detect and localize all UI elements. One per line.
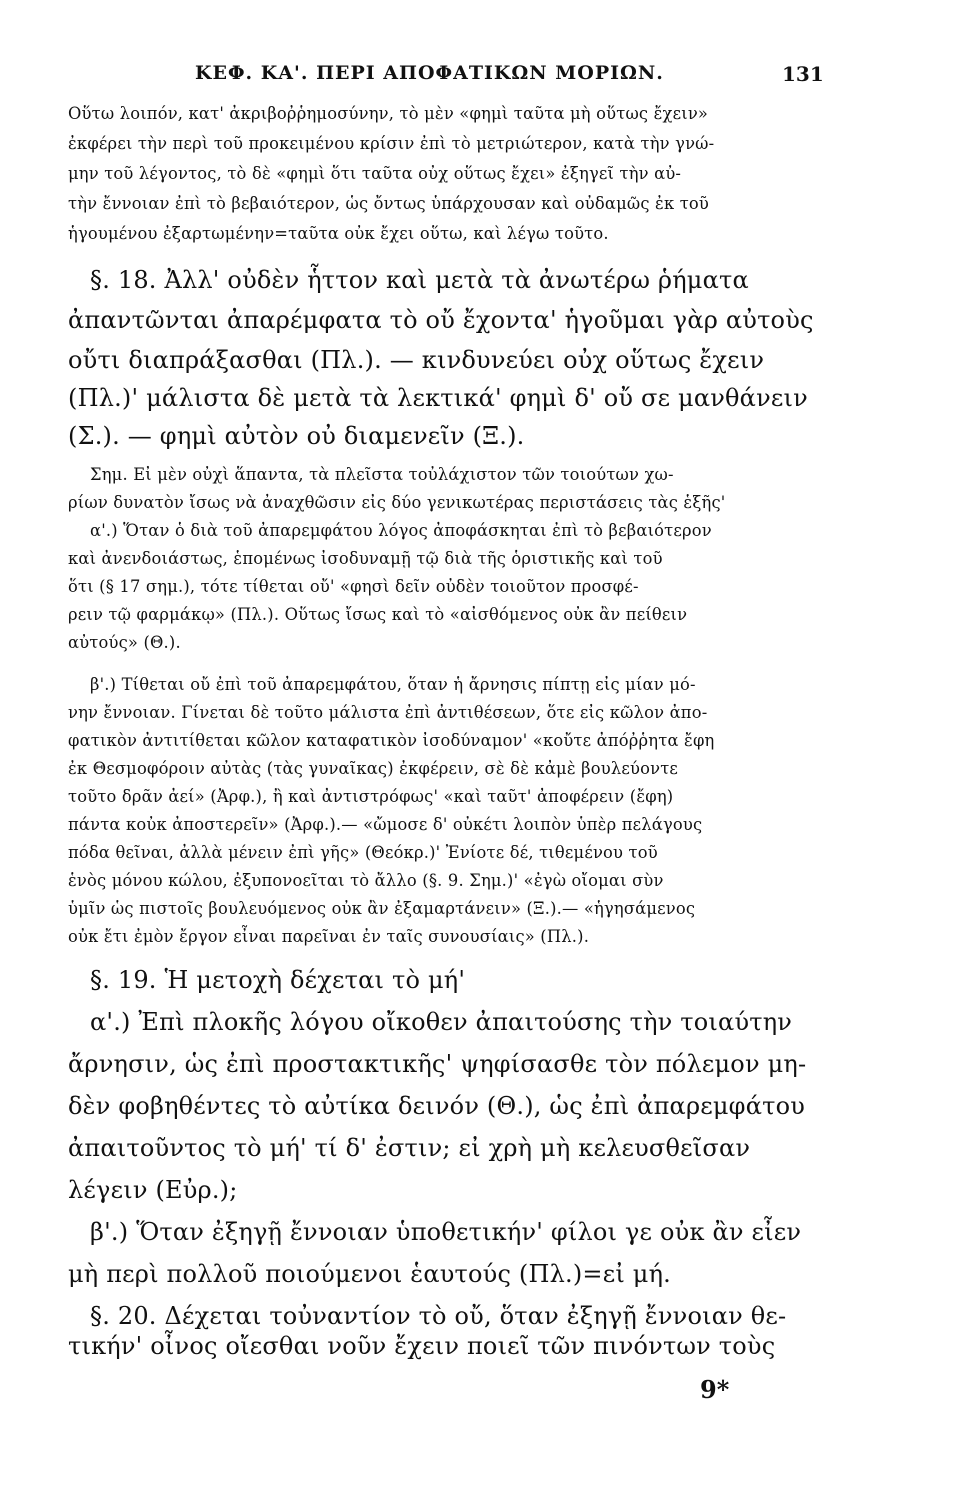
- text-line: ἐκφέρει τὴν περὶ τοῦ προκειμένου κρίσιν ἐπὶ τὸ μετριώτερον, κατὰ τὴν γνώ-: [68, 134, 715, 153]
- text-line: μὴ περὶ πολλοῦ ποιούμενοι ἑαυτούς (Πλ.)=εἰ μή.: [68, 1260, 672, 1288]
- note-line: ὅτι (§ 17 σημ.), τότε τίθεται οὔ' «φησὶ δεῖν οὐδὲν τοιοῦτον προσφέ-: [68, 577, 639, 596]
- note-line: α'.) Ὅταν ὁ διὰ τοῦ ἀπαρεμφάτου λόγος ἀποφάσκηται ἐπὶ τὸ βεβαιότερον: [90, 521, 712, 540]
- note-line: τοῦτο δρᾶν ἀεί» (Ἀρφ.), ἢ καὶ ἀντιστρόφως' «καὶ ταῦτ' ἀποφέρειν (ἔφη): [68, 787, 674, 806]
- section-heading-18: §. 18. Ἀλλ' οὐδὲν ἧττον καὶ μετὰ τὰ ἀνωτέρω ῥήματα: [90, 266, 749, 294]
- text-line: α'.) Ἐπὶ πλοκῆς λόγου οἴκοθεν ἀπαιτούσης τὴν τοιαύτην: [90, 1008, 793, 1036]
- text-line: μην τοῦ λέγοντος, τὸ δὲ «φημὶ ὅτι ταῦτα οὐχ οὕτως ἔχει» ἐξηγεῖ τὴν αὐ-: [68, 164, 682, 183]
- text-line: β'.) Ὅταν ἐξηγῇ ἔννοιαν ὑποθετικήν' φίλοι γε οὐκ ἂν εἶεν: [90, 1218, 802, 1246]
- note-line: αὐτούς» (Θ.).: [68, 633, 181, 652]
- text-line: δὲν φοβηθέντες τὸ αὐτίκα δεινόν (Θ.), ὡς ἐπὶ ἀπαρεμφάτου: [68, 1092, 806, 1120]
- note-line: Σημ. Εἰ μὲν οὐχὶ ἅπαντα, τὰ πλεῖστα τοὐλάχιστον τῶν τοιούτων χω-: [90, 465, 674, 484]
- note-line: πόδα θεῖναι, ἀλλὰ μένειν ἐπὶ γῆς» (Θεόκρ.)' Ἐνίοτε δέ, τιθεμένου τοῦ: [68, 843, 658, 862]
- section-heading-20: §. 20. Δέχεται τοὐναντίον τὸ οὔ, ὅταν ἐξηγῇ ἔννοιαν θε-: [90, 1302, 787, 1330]
- section-heading-19: §. 19. Ἡ μετοχὴ δέχεται τὸ μή': [90, 966, 466, 994]
- note-line: ρειν τῷ φαρμάκῳ» (Πλ.). Οὕτως ἴσως καὶ τὸ «αἰσθόμενος οὐκ ἂν πείθειν: [68, 605, 688, 624]
- text-line: τικήν' οἶνος οἴεσθαι νοῦν ἔχειν ποιεῖ τῶν πινόντων τοὺς: [68, 1332, 776, 1360]
- text-line: τὴν ἔννοιαν ἐπὶ τὸ βεβαιότερον, ὡς ὄντως ὑπάρχουσαν καὶ οὐδαμῶς ἐκ τοῦ: [68, 194, 710, 213]
- page-number: 131: [782, 62, 824, 86]
- text-line: ἀπαιτοῦντος τὸ μή' τί δ' ἐστιν; εἰ χρὴ μὴ κελευσθεῖσαν: [68, 1134, 751, 1162]
- note-line: ὑμῖν ὡς πιστοῖς βουλευόμενος οὐκ ἂν ἐξαμαρτάνειν» (Ξ.).— «ἡγησάμενος: [68, 899, 696, 918]
- note-line: νην ἔννοιαν. Γίνεται δὲ τοῦτο μάλιστα ἐπὶ ἀντιθέσεων, ὅτε εἰς κῶλον ἀπο-: [68, 703, 708, 722]
- text-line: λέγειν (Εὐρ.);: [68, 1176, 238, 1204]
- note-line: ρίων δυνατὸν ἴσως νὰ ἀναχθῶσιν εἰς δύο γενικωτέρας περιστάσεις τὰς ἑξῆς': [68, 493, 726, 512]
- note-line: β'.) Τίθεται οὔ ἐπὶ τοῦ ἀπαρεμφάτου, ὅταν ἡ ἄρνησις πίπτῃ εἰς μίαν μό-: [90, 675, 696, 694]
- printer-signature: 9*: [700, 1375, 730, 1404]
- text-line: ἀπαντῶνται ἀπαρέμφατα τὸ οὔ ἔχοντα' ἡγοῦμαι γὰρ αὐτοὺς: [68, 306, 814, 334]
- note-line: καὶ ἀνενδοιάστως, ἑπομένως ἰσοδυναμῇ τῷ διὰ τῆς ὁριστικῆς καὶ τοῦ: [68, 549, 663, 568]
- text-line: ἡγουμένου ἐξαρτωμένην=ταῦτα οὐκ ἔχει οὕτω, καὶ λέγω τοῦτο.: [68, 224, 609, 243]
- note-line: ἐκ Θεσμοφόροιν αὐτὰς (τὰς γυναῖκας) ἐκφέρειν, σὲ δὲ κἀμὲ βουλεύοντε: [68, 759, 679, 778]
- running-head: ΚΕΦ. ΚΑ'. ΠΕΡΙ ΑΠΟΦΑΤΙΚΩΝ ΜΟΡΙΩΝ.: [195, 62, 664, 84]
- text-line: (Σ.). — φημὶ αὐτὸν οὐ διαμενεῖν (Ξ.).: [68, 422, 525, 450]
- note-line: οὐκ ἔτι ἐμὸν ἔργον εἶναι παρεῖναι ἐν ταῖς συνουσίαις» (Πλ.).: [68, 927, 590, 946]
- note-line: πάντα κοὐκ ἀποστερεῖν» (Ἀρφ.).— «ὤμοσε δ' οὐκέτι λοιπὸν ὑπὲρ πελάγους: [68, 815, 703, 834]
- note-line: φατικὸν ἀντιτίθεται κῶλον καταφατικὸν ἰσοδύναμον' «κοὔτε ἀπόῤῥητα ἔφη: [68, 731, 715, 750]
- text-line: ἄρνησιν, ὡς ἐπὶ προστακτικῆς' ψηφίσασθε τὸν πόλεμον μη-: [68, 1050, 807, 1078]
- text-line: (Πλ.)' μάλιστα δὲ μετὰ τὰ λεκτικά' φημὶ δ' οὔ σε μανθάνειν: [68, 384, 808, 412]
- note-line: ἑνὸς μόνου κώλου, ἐξυπονοεῖται τὸ ἄλλο (§. 9. Σημ.)' «ἐγὼ οἴομαι σὺν: [68, 871, 664, 890]
- text-line: Οὕτω λοιπόν, κατ' ἀκριβοῤῥημοσύνην, τὸ μὲν «φημὶ ταῦτα μὴ οὕτως ἔχειν»: [68, 104, 709, 123]
- text-line: οὔτι διαπράξασθαι (Πλ.). — κινδυνεύει οὐχ οὕτως ἔχειν: [68, 346, 765, 374]
